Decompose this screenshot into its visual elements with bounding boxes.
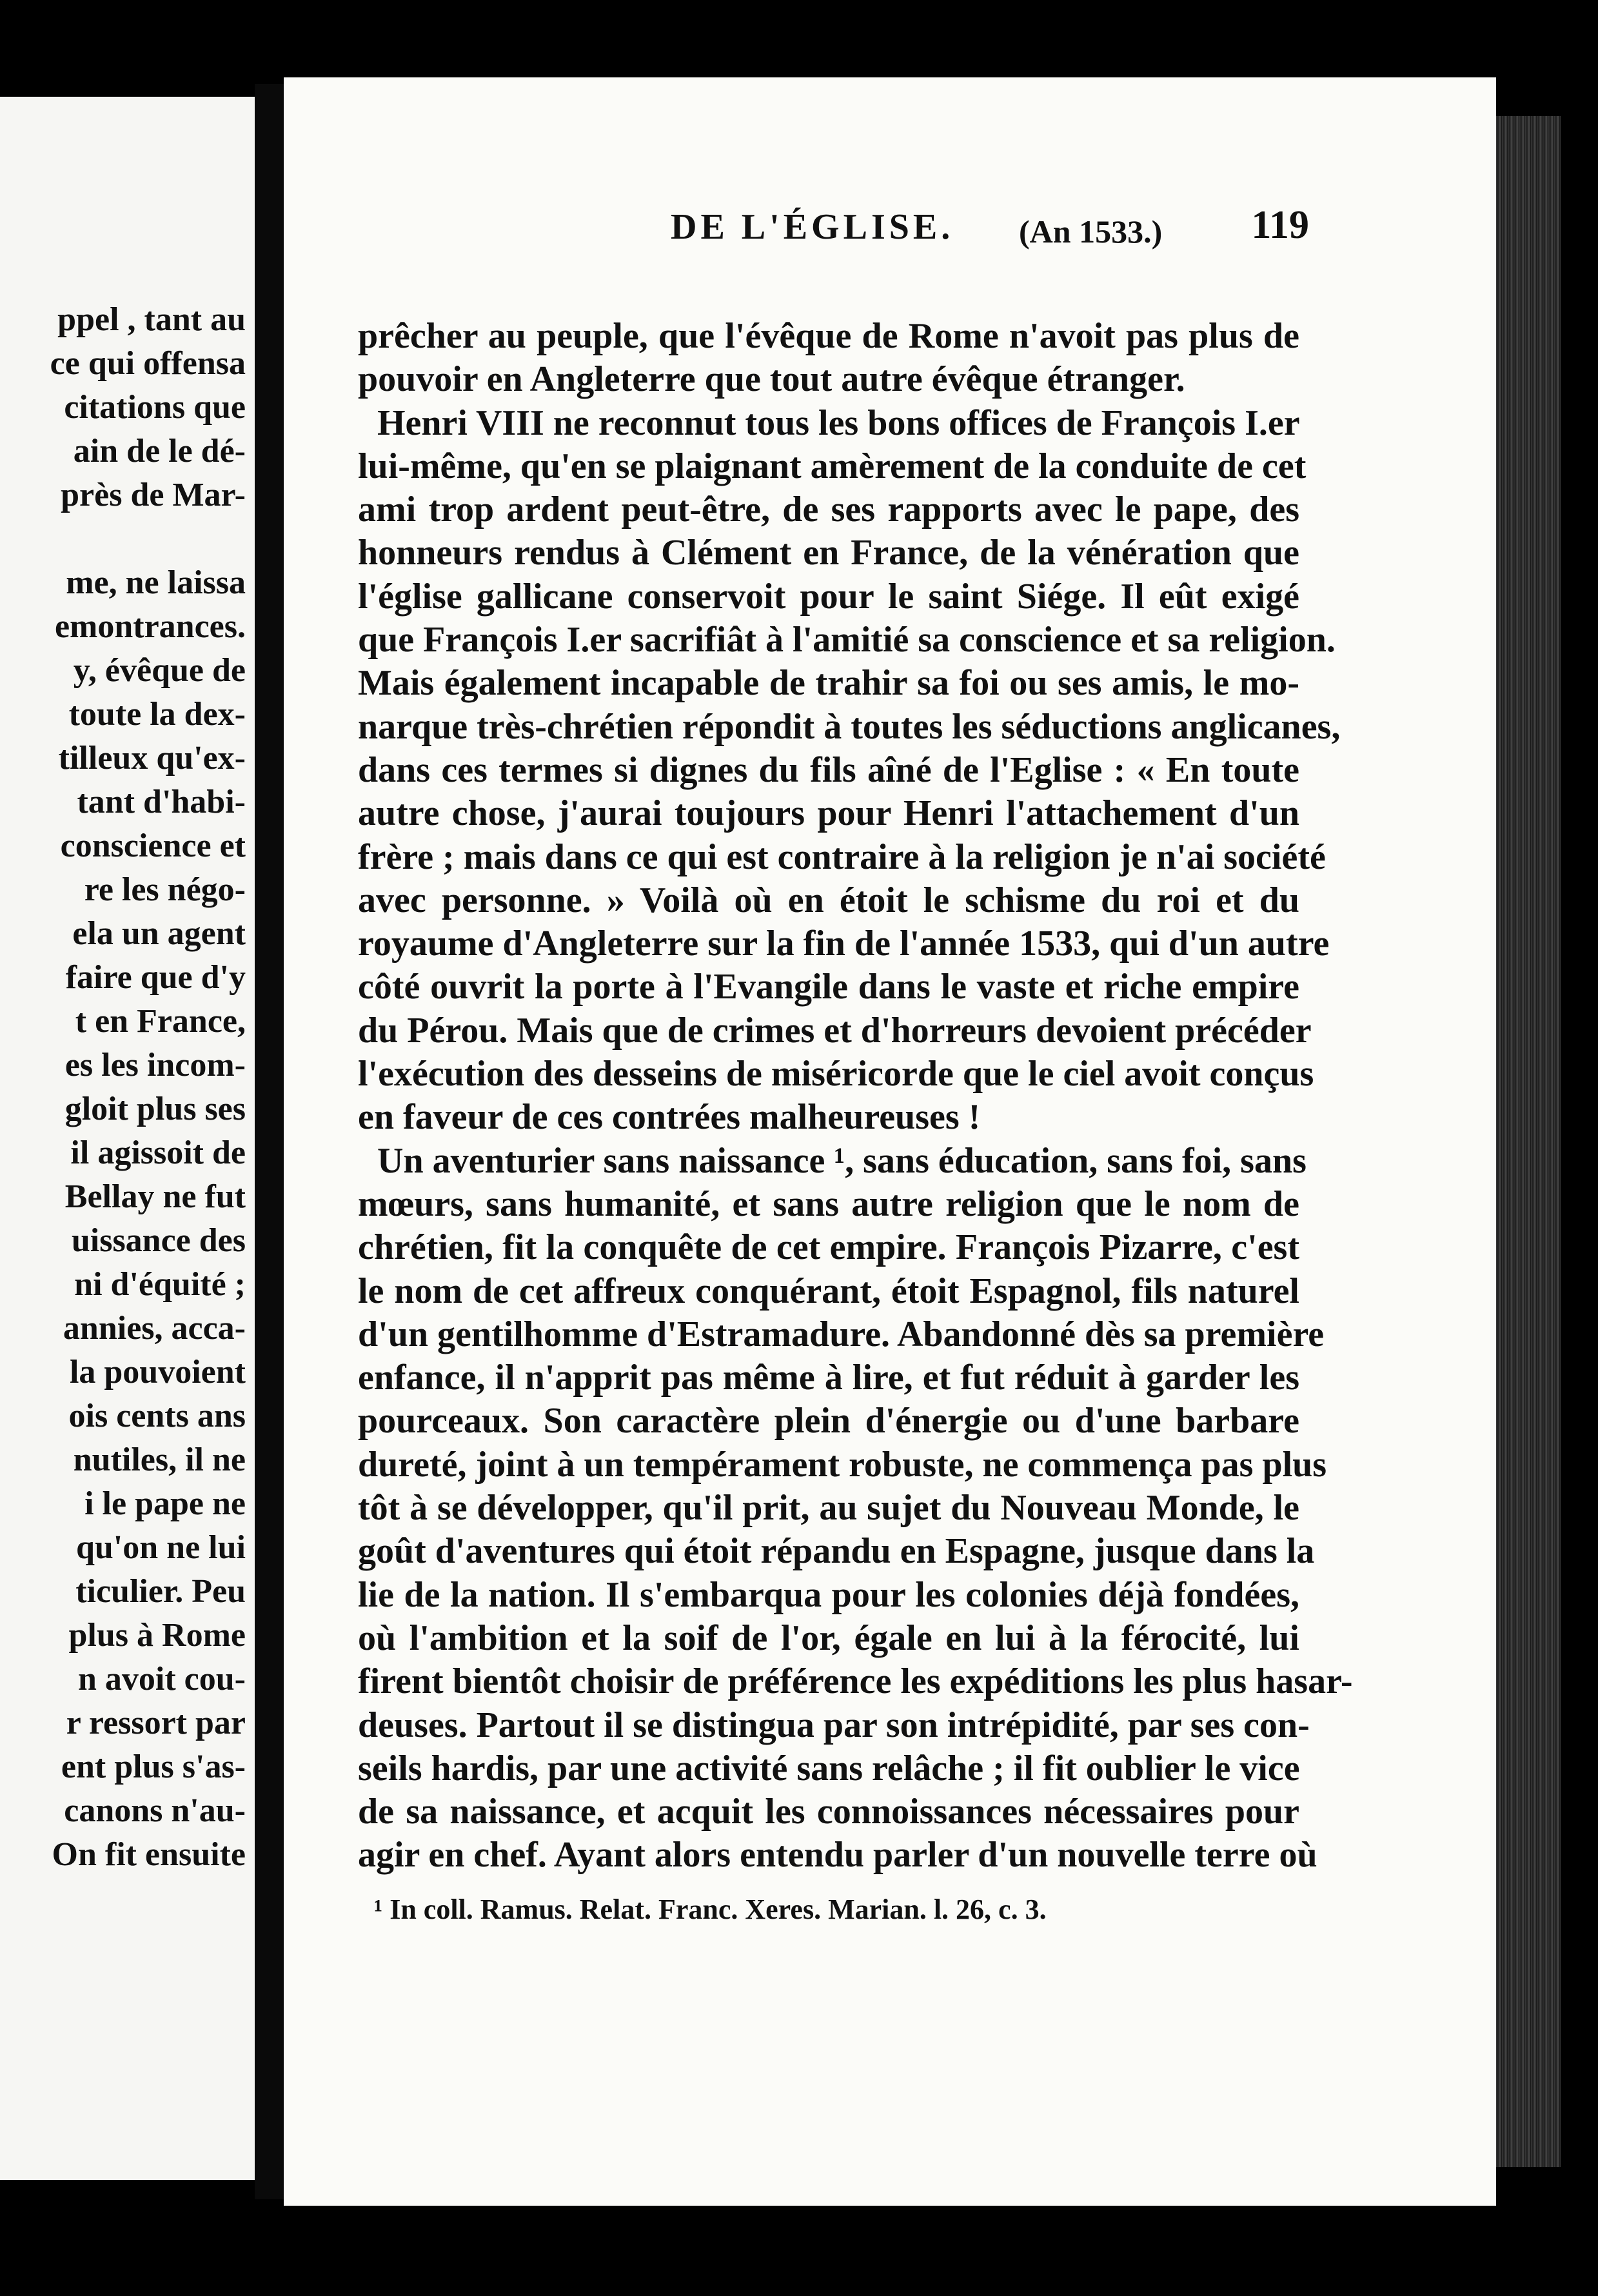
left-line: nutiles, il ne: [73, 1441, 246, 1478]
footnote: ¹ In coll. Ramus. Relat. Franc. Xeres. Marian. l. 26, c. 3.: [374, 1894, 1047, 1925]
running-head-title: DE L'ÉGLISE.: [671, 207, 954, 247]
text-line: agir en chef. Ayant alors entendu parler d'un nouvelle terre où: [358, 1835, 1317, 1875]
left-line: ois cents ans: [68, 1398, 246, 1434]
left-line: n avoit cou-: [78, 1661, 246, 1697]
text-line: avec personne. » Voilà où en étoit le schisme du roi et du: [358, 880, 1299, 920]
left-line: ent plus s'as-: [61, 1748, 246, 1785]
left-page-edge: [0, 97, 255, 2180]
left-line: ni d'équité ;: [74, 1266, 246, 1303]
left-line: plus à Rome: [68, 1617, 246, 1654]
book-gutter: [255, 84, 284, 2199]
text-line: mœurs, sans humanité, et sans autre religion que le nom de: [358, 1183, 1299, 1224]
left-line: me, ne laissa: [66, 564, 246, 601]
running-head: [387, 200, 1309, 258]
left-line: i le pape ne: [84, 1485, 246, 1522]
running-head-year: (An 1533.): [1019, 213, 1163, 250]
text-line: dans ces termes si dignes du fils aîné de l'Eglise : « En toute: [358, 749, 1299, 790]
left-line: r ressort par: [66, 1705, 246, 1741]
text-line: dureté, joint à un tempérament robuste, ne commença pas plus: [358, 1444, 1327, 1485]
left-line: ticulier. Peu: [75, 1573, 246, 1610]
text-line: autre chose, j'aurai toujours pour Henri l'attachement d'un: [358, 793, 1299, 834]
text-line: lui-même, qu'en se plaignant amèrement de la conduite de cet: [358, 446, 1307, 486]
left-line: uissance des: [71, 1222, 246, 1259]
left-line: [50, 517, 246, 561]
text-line: firent bientôt choisir de préférence les expéditions les plus hasar-: [358, 1661, 1353, 1702]
text-line: narque très-chrétien répondit à toutes les séductions anglicanes,: [358, 706, 1341, 747]
left-line: qu'on ne lui: [75, 1529, 246, 1566]
text-line: côté ouvrit la porte à l'Evangile dans le vaste et riche empire: [358, 967, 1299, 1007]
left-line: y, évêque de: [73, 652, 246, 689]
left-line: Bellay ne fut: [64, 1178, 246, 1215]
page-stack-edge: [1496, 116, 1561, 2167]
text-line: d'un gentilhomme d'Estramadure. Abandonné dès sa première: [358, 1314, 1325, 1354]
left-line: ce qui offensa: [50, 345, 246, 382]
text-line: ami trop ardent peut-être, de ses rapports avec le pape, des: [358, 490, 1299, 530]
text-line: l'exécution des desseins de miséricorde que le ciel avoit conçus: [358, 1054, 1314, 1094]
left-line: ela un agent: [72, 915, 246, 952]
left-line: gloit plus ses: [64, 1091, 246, 1127]
text-line: deuses. Partout il se distingua par son intrépidité, par ses con-: [358, 1705, 1310, 1745]
left-line: ppel , tant au: [57, 301, 246, 338]
text-line: pouvoir en Angleterre que tout autre évêque étranger.: [358, 359, 1185, 400]
body-text: [358, 315, 1353, 1877]
text-line: frère ; mais dans ce qui est contraire à la religion je n'ai société: [358, 836, 1326, 877]
left-line: il agissoit de: [70, 1134, 246, 1171]
left-line: ain de le dé-: [73, 433, 246, 470]
left-line: citations que: [64, 389, 246, 426]
text-line: honneurs rendus à Clément en France, de la vénération que: [358, 533, 1299, 573]
left-line: tant d'habi-: [77, 784, 246, 820]
page-number: 119: [1251, 203, 1309, 247]
left-line: tilleux qu'ex-: [58, 740, 246, 777]
text-line: de sa naissance, et acquit les connoissances nécessaires pour: [358, 1792, 1299, 1832]
text-line: enfance, il n'apprit pas même à lire, et fut réduit à garder les: [358, 1358, 1299, 1398]
scan-border: [1561, 0, 1598, 2296]
text-line: le nom de cet affreux conquérant, étoit Espagnol, fils naturel: [358, 1271, 1299, 1311]
left-line: canons n'au-: [64, 1792, 246, 1829]
left-line: re les négo-: [84, 871, 246, 908]
left-line: faire que d'y: [65, 959, 246, 996]
text-line: pourceaux. Son caractère plein d'énergie ou d'une barbare: [358, 1401, 1299, 1441]
left-line: toute la dex-: [68, 696, 246, 733]
left-line: conscience et: [60, 827, 246, 864]
text-line: l'église gallicane conservoit pour le saint Siége. Il eût exigé: [358, 576, 1299, 617]
text-line: Un aventurier sans naissance ¹, sans éducation, sans foi, sans: [377, 1140, 1307, 1181]
left-line: On fit ensuite: [52, 1836, 246, 1873]
left-line: près de Mar-: [61, 477, 246, 513]
text-line: où l'ambition et la soif de l'or, égale en lui à la férocité, lui: [358, 1618, 1299, 1658]
left-page-text: [50, 298, 246, 1877]
text-line: royaume d'Angleterre sur la fin de l'année 1533, qui d'un autre: [358, 924, 1330, 964]
text-line: en faveur de ces contrées malheureuses !: [358, 1097, 981, 1138]
text-line: tôt à se développer, qu'il prit, au sujet du Nouveau Monde, le: [358, 1488, 1299, 1529]
left-line: emontrances.: [54, 608, 246, 645]
left-line: annies, acca-: [63, 1310, 246, 1347]
text-line: du Pérou. Mais que de crimes et d'horreurs devoient précéder: [358, 1010, 1312, 1051]
text-line: prêcher au peuple, que l'évêque de Rome n'avoit pas plus de: [358, 316, 1299, 356]
text-line: Henri VIII ne reconnut tous les bons offices de François I.er: [377, 402, 1300, 443]
left-line: t en France,: [75, 1003, 246, 1040]
text-line: Mais également incapable de trahir sa foi ou ses amis, le mo-: [358, 663, 1299, 704]
text-line: chrétien, fit la conquête de cet empire. François Pizarre, c'est: [358, 1227, 1299, 1268]
left-line: la pouvoient: [69, 1354, 246, 1390]
left-line: es les incom-: [64, 1047, 246, 1084]
text-line: seils hardis, par une activité sans relâche ; il fit oublier le vice: [358, 1748, 1300, 1788]
text-line: goût d'aventures qui étoit répandu en Espagne, jusque dans la: [358, 1531, 1315, 1572]
text-line: lie de la nation. Il s'embarqua pour les colonies déjà fondées,: [358, 1574, 1299, 1615]
text-line: que François I.er sacrifiât à l'amitié sa conscience et sa religion.: [358, 620, 1336, 660]
